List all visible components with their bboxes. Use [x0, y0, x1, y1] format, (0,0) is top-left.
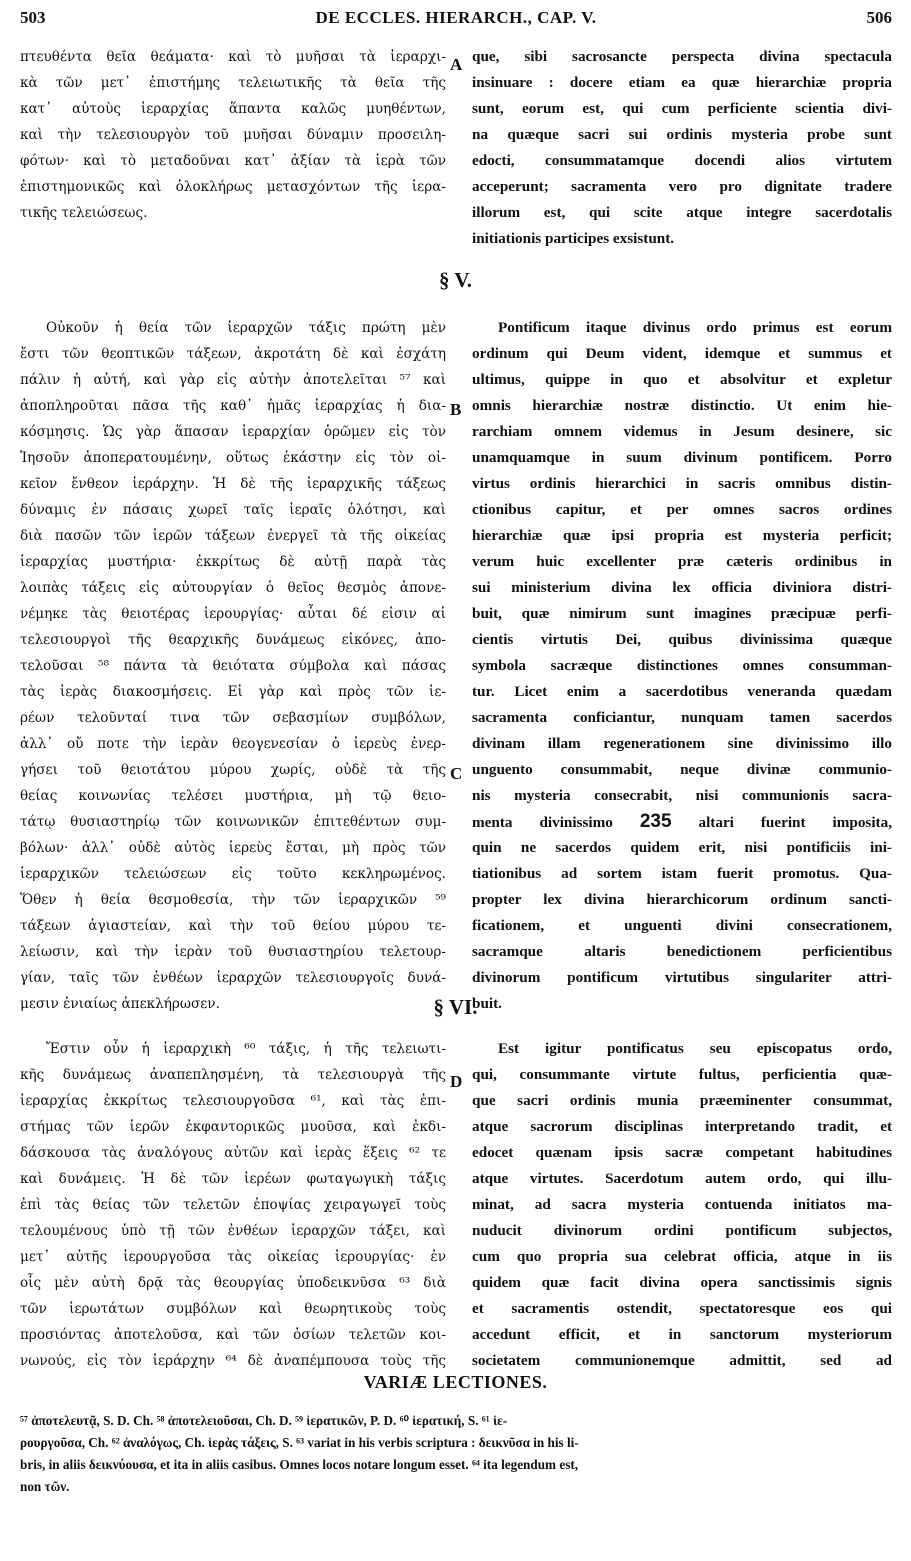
greek-line: κατ᾽ αὐτοὺς ἱεραρχίας ἅπαντα καλῶς μυηθέντων,	[20, 101, 446, 117]
latin-line: edocet quænam ipsis sacræ competant habitudines	[472, 1144, 892, 1161]
greek-line: Ὅθεν ἡ θεία θεσμοθεσία, τὴν τῶν ἱεραρχικῶν ⁵⁹	[20, 892, 446, 908]
latin-line: ctionibus capitur, et per omnes sacros ordines	[472, 501, 892, 518]
greek-line: Ἰησοῦν ἀποπερατουμένην, οὕτως ἑκάστην εἰς τὸν οἰ-	[20, 450, 446, 466]
column-number: 235	[639, 811, 672, 832]
greek-line: τελοῦσαι ⁵⁸ πάντα τὰ θειότατα σύμβολα καὶ πάσας	[20, 658, 446, 674]
greek-line: ρέων τελοῦνταί τινα τῶν σεβασμίων συμβόλων,	[20, 710, 446, 726]
latin-line: divinam illam regenerationem sine divinissimo illo	[472, 735, 892, 752]
latin-line: na quæque sacri sui ordinis mysteria probe sunt	[472, 126, 892, 143]
latin-line: unguento consummabit, neque divinæ communio-	[472, 761, 892, 778]
latin-line: nuducit divinorum ordini pontificum subjectos,	[472, 1222, 892, 1239]
latin-line: que, sibi sacrosancte perspecta divina spectacula	[472, 48, 892, 65]
latin-line: sui ministerium divina lex officia diviniora distri-	[472, 579, 892, 596]
latin-line: tur. Licet enim a sacerdotibus veneranda quædam	[472, 683, 892, 700]
latin-line: accedunt efficit, et in sanctorum mysteriorum	[472, 1326, 892, 1343]
variae-lectiones-notes	[20, 1410, 892, 1498]
latin-line: menta divinissimo 235 altari fuerint imposita,	[472, 811, 893, 832]
greek-line: στήμας τῶν ἱερῶν ἐκφαντορικῶς μυοῦσα, καὶ ἐκδι-	[20, 1119, 446, 1135]
latin-line: sunt, eorum est, qui cum perficiente scientia divi-	[472, 100, 892, 117]
greek-line: ἀλλ᾽ οὔ ποτε τὴν ἱερὰν θεογενεσίαν ὁ ἱερεὺς ἐνερ-	[20, 736, 446, 752]
latin-line: ultimus, quippe in quo et absolvitur et expletur	[472, 371, 892, 388]
latin-line: virtus ordinis hierarchici in sacris omnibus distin-	[472, 475, 892, 492]
greek-line: ἀποπληροῦται πᾶσα τῆς καθ᾽ ἡμᾶς ἱεραρχίας ἡ δια-	[20, 398, 446, 414]
latin-line: atque virtutes. Sacerdotum autem ordo, qui illu-	[472, 1170, 892, 1187]
margin-marker-d: D	[450, 1072, 463, 1091]
variae-lectiones-heading: VARIÆ LECTIONES.	[363, 1372, 548, 1392]
greek-line: φότων· καὶ τὸ μεταδοῦναι κατ᾽ ἀξίαν τὰ ἱερὰ τῶν	[20, 153, 446, 169]
section-heading-vi: § VI.	[433, 995, 478, 1019]
latin-line: sacramque altaris benedictionem perficientibus	[472, 943, 892, 960]
page-number-right: 506	[866, 8, 892, 27]
greek-line: ἐπὶ τὰς θείας τῶν τελετῶν ἐποψίας χειραγωγεῖ τοὺς	[20, 1197, 446, 1213]
greek-line: βόλων· ἀλλ᾽ οὐδὲ αὐτὸς ἱερεὺς ἔσται, μὴ πρὸς τῶν	[20, 840, 446, 856]
latin-line: verum huic excellenter præ cæteris ordinibus in	[472, 553, 892, 570]
latin-line: buit, quæ nimirum sunt imagines præcipuæ perfi-	[472, 605, 892, 622]
running-title: DE ECCLES. HIERARCH., CAP. V.	[315, 8, 597, 27]
greek-line: ἐπιστημονικῶς καὶ ὁλοκλήρως μετασχόντων τῆς ἱερα-	[20, 179, 446, 195]
running-header	[20, 8, 892, 34]
greek-line: πάλιν ἡ αὐτή, καὶ γὰρ εἰς αὐτὴν ἀποτελεῖται ⁵⁷ καὶ	[20, 372, 446, 388]
latin-line: unamquamque in suum divinum pontificem. Porro	[472, 449, 892, 466]
latin-line: tiationibus ad sortem istam fuerit promotus. Qua-	[472, 865, 892, 882]
greek-line: γίαν, ταῖς τῶν ἐνθέων ἱεραρχῶν τελεσιουργοῖς δυνά-	[20, 970, 446, 986]
greek-line: τάτῳ θυσιαστηρίῳ τῶν κοινωνικῶν ἐπιτεθέντων συμ-	[20, 814, 446, 830]
margin-marker-a: A	[450, 55, 463, 74]
greek-line: ἔστι τῶν θεοπτικῶν τάξεων, ἀκροτάτη δὲ καὶ ἐσχάτη	[20, 346, 446, 362]
latin-line: quidem quæ facit divina opera sanctissimis signis	[472, 1274, 892, 1291]
greek-line: τάξεων ἁγιαστείαν, καὶ τὴν τοῦ θείου μύρου τε-	[20, 918, 446, 934]
latin-line: initiationis participes exsistunt.	[472, 230, 675, 247]
greek-line: δάσκουσα τὰς ἀναλόγους αὐτῶν καὶ ἱερὰς ἕξεις ⁶² τε	[20, 1145, 446, 1161]
greek-line: δύναμις ἐν πάσαις χωρεῖ ταῖς ἱεραῖς ὁλότησι, καὶ	[20, 502, 446, 518]
greek-column-block-2	[20, 315, 446, 1017]
greek-line: ἱεραρχικῶν τελειώσεων εἰς τοῦτο κεκληρωμένος.	[20, 866, 446, 882]
greek-line: τικῆς τελειώσεως.	[20, 205, 148, 221]
greek-line: μετ᾽ αὐτῆς ἱερουργοῦσα τὰς οἰκείας ἱερουργίας· ἐν	[20, 1249, 446, 1265]
latin-line: illorum est, qui scite atque integre sacerdotalis	[472, 204, 892, 221]
latin-line: Pontificum itaque divinus ordo primus est eorum	[498, 319, 892, 336]
greek-line: λείωσιν, καὶ τὴν ἱερὰν τοῦ θυσιαστηρίου τελετουρ-	[20, 944, 446, 960]
greek-line: λοιπὰς τάξεις εἰς αὐτουργίαν ὁ θεῖος θεσμὸς ἀπονε-	[20, 580, 446, 596]
greek-line: τελουμένους ὑπὸ τῇ τῶν ἐνθέων ἱεραρχῶν τάξει, καὶ	[20, 1223, 446, 1239]
latin-line: quin ne sacerdos quidem erit, nisi pontificiis ini-	[472, 839, 892, 856]
greek-line: μεσιν ἐνιαίως ἀπεκλήρωσεν.	[20, 996, 220, 1012]
note-line: bris, in aliis δεικνύουσα, et ita in aliis casibus. Omnes locos notare longum esset. ⁶⁴ ita legendum est,	[20, 1457, 579, 1472]
latin-line: hierarchiæ quæ ipsi propria est mysteria perficit;	[472, 527, 892, 544]
latin-line: cientis virtutis Dei, quibus divinissima quæque	[472, 631, 892, 648]
latin-line: ficationem, et unguenti divini consecrationem,	[472, 917, 892, 934]
latin-line: ordinum qui Deum vident, idemque et summus et	[472, 345, 892, 362]
note-line: ⁵⁷ ἀποτελευτᾷ, S. D. Ch. ⁵⁸ ἀποτελειοῦσαι, Ch. D. ⁵⁹ ἱερατικῶν, P. D. ⁶⁰ ἱερατική, S. ⁶¹ ἱε-	[20, 1413, 508, 1428]
latin-line: symbola sacræque distinctiones omnes consumman-	[472, 657, 892, 674]
note-line: ρουργοῦσα, Ch. ⁶² ἀναλόγως, Ch. ἱερὰς τάξεις, S. ⁶³ variat in his verbis scriptura : δεικνῦσα in his li-	[20, 1435, 579, 1450]
latin-column-block-2	[472, 315, 892, 1017]
greek-line: προσιόντας ἀποτελοῦσα, καὶ τῶν ὁσίων τελετῶν κοι-	[20, 1327, 446, 1343]
latin-line: omnis hierarchiæ nostræ distinctio. Ut enim hie-	[472, 397, 892, 414]
greek-line: νωνούς, εἰς τὸν ἱεράρχην ⁶⁴ δὲ ἀναπέμπουσα τοὺς τῆς	[20, 1353, 446, 1369]
greek-line: κῆς δυνάμεως ἀναπεπλησμένη, τὰ τελεσιουργὰ τῆς	[20, 1067, 446, 1083]
greek-line: νέμηκε τὰς θειοτέρας ἱερουργίας· αὗται δέ εἰσιν αἱ	[20, 606, 446, 622]
greek-line: καὶ τὴν τελεσιουργὸν τοῦ μυῆσαι δύναμιν προσειλη-	[20, 127, 446, 143]
greek-line: καὶ δυνάμεις. Ἡ δὲ τῶν ἱερέων φωταγωγικὴ τάξις	[20, 1171, 446, 1187]
greek-line: πτευθέντα θεῖα θεάματα· καὶ τὸ μυῆσαι τὰ ἱεραρχι-	[20, 49, 446, 65]
greek-line: τὰς ἱερὰς διακοσμήσεις. Εἰ γὰρ καὶ πρὸς τῶν ἱε-	[20, 684, 446, 700]
latin-line: rarchiam omnem videmus in Jesum desinere, sic	[472, 423, 892, 440]
greek-line: ἱεραρχίας μυστήρια· ἐκκρίτως δὲ αὐτῇ παρὰ τὰς	[20, 554, 446, 570]
latin-line: societatem communionemque admittit, sed ad	[472, 1352, 892, 1369]
note-line: non τῶν.	[20, 1479, 70, 1494]
latin-line: divinorum pontificum virtutibus singulariter attri-	[472, 969, 892, 986]
greek-line: Οὐκοῦν ἡ θεία τῶν ἱεραρχῶν τάξις πρώτη μὲν	[46, 320, 446, 336]
latin-line: buit.	[472, 995, 502, 1012]
latin-line: qui, consummante virtute fultus, perficientia quæ-	[472, 1066, 892, 1083]
greek-line: τῶν ἱερωτάτων συμβόλων καὶ θεωρητικοὺς τοὺς	[20, 1301, 446, 1317]
margin-marker-c: C	[450, 764, 463, 783]
greek-column-block-1	[20, 44, 446, 226]
greek-line: τελεσιουργοὶ τῆς θεαρχικῆς δυνάμεως εἰκόνες, ἀπο-	[20, 632, 446, 648]
latin-line: acceperunt; sacramenta vero pro dignitate tradere	[472, 178, 892, 195]
greek-line: θείας κοινωνίας τελέσει μυστήρια, μὴ τῷ θειο-	[20, 788, 446, 804]
greek-line: γήσει τοῦ θειοτάτου μύρου χωρίς, οὐδὲ τὰ τῆς	[20, 762, 446, 778]
greek-line: κὰ τῶν μετ᾽ ἐπιστήμης τελειωτικῆς τὰ θεῖα τῆς	[20, 75, 446, 91]
latin-line: minat, ad sacra mysteria contuenda initiatos ma-	[472, 1196, 892, 1213]
greek-line: κόσμησις. Ὡς γὰρ ἅπασαν ἱεραρχίαν ὁρῶμεν εἰς τὸν	[20, 424, 446, 440]
greek-line: Ἔστιν οὖν ἡ ἱεραρχικὴ ⁶⁰ τάξις, ἡ τῆς τελειωτι-	[46, 1041, 446, 1057]
latin-line: cum quo propria sua celebrat officia, atque in iis	[472, 1248, 892, 1265]
greek-line: κεῖον ἔνθεον ἱεράρχην. Ἡ δὲ τῆς ἱεραρχικῆς τάξεως	[20, 476, 446, 492]
latin-line: atque sacrorum disciplinas interpretando tradit, et	[472, 1118, 892, 1135]
latin-line: sacramenta conficiantur, nunquam tamen sacerdos	[472, 709, 892, 726]
latin-line: nis mysteria consecrabit, nisi communionis sacra-	[472, 787, 892, 804]
greek-line: ἱεραρχίας ἐκκρίτως τελεσιουργοῦσα ⁶¹, καὶ τὰς ἐπι-	[20, 1093, 446, 1109]
latin-column-block-3	[472, 1036, 892, 1374]
latin-line: que sacri ordinis munia præeminenter consummat,	[472, 1092, 892, 1109]
page-number-left: 503	[20, 8, 46, 27]
greek-line: διὰ πασῶν τῶν ἱερῶν τάξεων ἐνεργεῖ τὰ τῆς οἰκείας	[20, 528, 446, 544]
section-heading-v: § V.	[438, 268, 473, 292]
latin-line: Est igitur pontificatus seu episcopatus ordo,	[498, 1040, 892, 1057]
latin-column-block-1	[472, 44, 892, 252]
latin-line: edocti, consummatamque docendi alios virtutem	[472, 152, 892, 169]
greek-column-block-3	[20, 1036, 446, 1374]
latin-line: et sacramentis ostendit, spectatoresque eos qui	[472, 1300, 892, 1317]
greek-line: οἷς μὲν αὐτὴ δρᾷ τὰς θεουργίας ὑποδεικνῦσα ⁶³ διὰ	[20, 1275, 446, 1291]
latin-line: insinuare : docere etiam ea quæ hierarchiæ propria	[472, 74, 892, 91]
margin-marker-b: B	[450, 400, 462, 419]
latin-line: propter lex divina hierarchicorum ordinum sancti-	[472, 891, 892, 908]
